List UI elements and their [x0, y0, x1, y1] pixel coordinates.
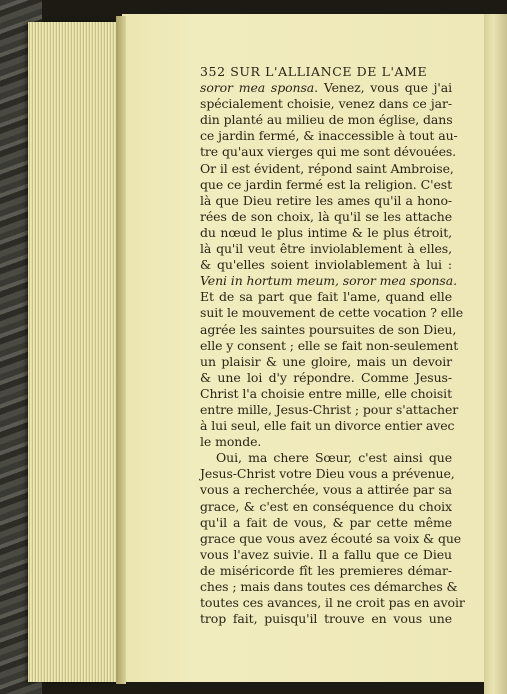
text-line: trop fait, puisqu'il trouve en vous une — [200, 611, 452, 627]
text-line: ce jardin fermé, & inaccessible à tout au- — [200, 128, 458, 144]
text-line: & qu'elles soient inviolablement à lui : — [200, 257, 452, 273]
running-header — [200, 64, 452, 80]
text-line: elle y consent ; elle se fait non-seulement — [200, 337, 459, 353]
facing-page-edge — [484, 14, 507, 694]
text-line: din planté au milieu de mon église, dans — [200, 112, 453, 128]
text-line: grace, & c'est en conséquence du choix — [200, 498, 452, 514]
text-line: rées de son choix, là qu'il se les attache — [200, 208, 452, 224]
running-title: SUR L'ALLIANCE DE L'AME — [230, 64, 428, 79]
body-lines — [200, 80, 465, 627]
text-line: ches ; mais dans toutes ces démarches & — [200, 579, 458, 594]
page-gutter — [116, 16, 126, 684]
text-line: vous l'avez suivie. Il a fallu que ce Dieu — [200, 546, 452, 562]
text-line: Oui, ma chere Sœur, c'est ainsi que — [216, 450, 452, 466]
text-line: de miséricorde fît les premieres démar- — [200, 562, 452, 578]
text-line: soror mea sponsa. Venez, vous que j'ai — [200, 80, 453, 96]
italic-phrase: soror mea sponsa. — [200, 80, 319, 96]
text-line: & une loi d'y répondre. Comme Jesus- — [200, 369, 452, 385]
text-line: suit le mouvement de cette vocation ? elle — [200, 305, 464, 321]
text-line: qu'il a fait de vous, & par cette même — [200, 514, 452, 530]
text-line: Jesus-Christ votre Dieu vous a prévenue, — [200, 466, 455, 482]
text-line: entre mille, Jesus-Christ ; pour s'attacher — [200, 401, 459, 417]
text-line: le monde. — [200, 434, 262, 450]
text-line: toutes ces avances, il ne croit pas en avoir — [200, 595, 465, 611]
text-line: Veni in hortum meum, soror mea sponsa. — [200, 273, 457, 289]
text-line: Christ l'a choisie entre mille, elle choisit — [200, 385, 452, 401]
text-line: du nœud le plus intime & le plus étroit, — [200, 224, 452, 240]
page-text — [200, 64, 465, 627]
text-line: Or il est évident, répond saint Ambroise, — [200, 160, 454, 176]
text-line: tre qu'aux vierges qui me sont dévouées. — [200, 144, 457, 160]
page-number: 352 — [200, 64, 226, 79]
text-line: à lui seul, elle fait un divorce entier avec — [200, 418, 455, 434]
page-edges — [28, 22, 120, 682]
text-line: un plaisir & une gloire, mais un devoir — [200, 353, 452, 369]
text-line: vous a recherchée, vous a attirée par sa — [200, 482, 452, 498]
text-line: agrée les saintes poursuites de son Dieu, — [200, 321, 457, 337]
text-line: que ce jardin fermé est la religion. C'est — [200, 176, 452, 192]
text-line: Et de sa part que fait l'ame, quand elle — [200, 289, 452, 305]
text-line: là qu'il veut être inviolablement à elles, — [200, 241, 452, 257]
text-line: grace que vous avez écouté sa voix & que — [200, 530, 462, 546]
text-line: spécialement choisie, venez dans ce jar- — [200, 96, 452, 112]
text-line: là que Dieu retire les ames qu'il a hono- — [200, 192, 452, 208]
